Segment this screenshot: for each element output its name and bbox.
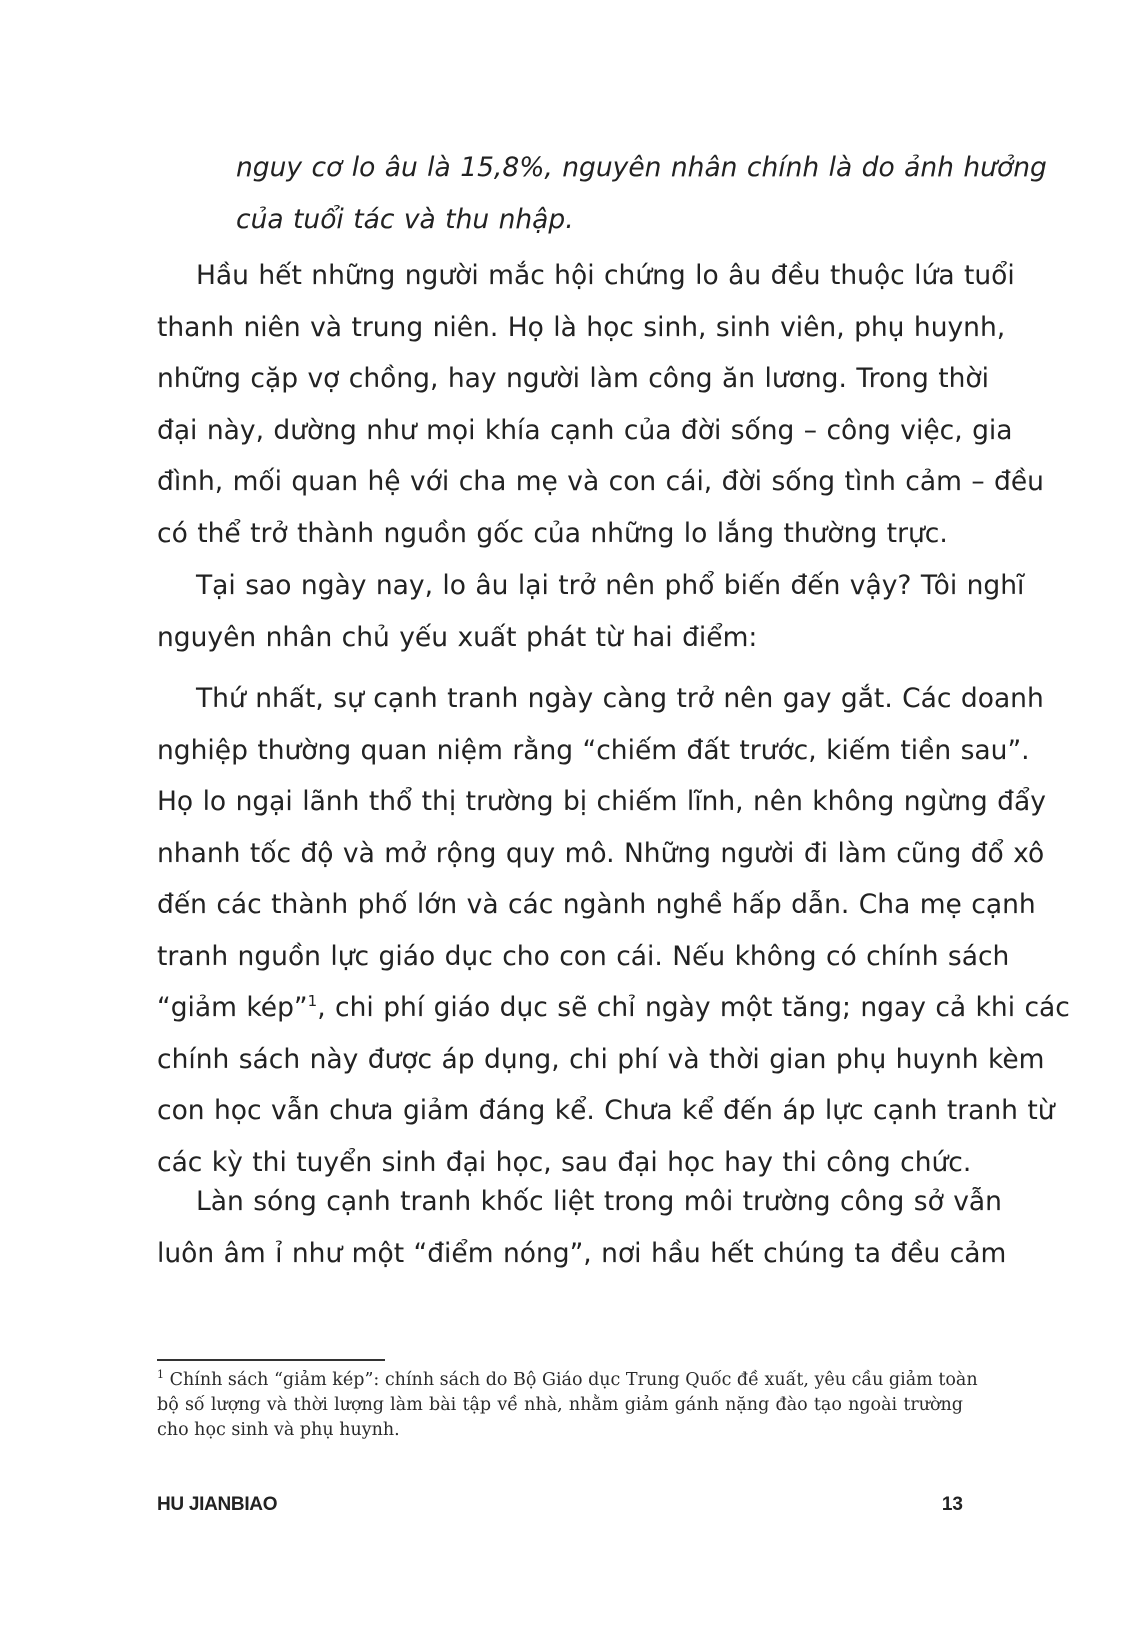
paragraph-line: Tại sao ngày nay, lo âu lại trở nên phổ biến đến vậy? Tôi nghĩ bbox=[196, 570, 1025, 601]
paragraph-line: nguyên nhân chủ yếu xuất phát từ hai điểm: bbox=[157, 621, 758, 653]
footnote-line: cho học sinh và phụ huynh. bbox=[157, 1420, 400, 1440]
paragraph-2 bbox=[157, 560, 1025, 663]
paragraph-line-rest: , chi phí giáo dục sẽ chỉ ngày một tăng; ngay cả khi các bbox=[317, 992, 1070, 1023]
paragraph-line: đại này, dường như mọi khía cạnh của đời sống – công việc, gia bbox=[157, 414, 1013, 446]
paragraph-line: những cặp vợ chồng, hay người làm công ăn lương. Trong thời bbox=[157, 363, 989, 394]
footnote-ref[interactable]: 1 bbox=[307, 992, 318, 1011]
paragraph-line: Thứ nhất, sự cạnh tranh ngày càng trở nên gay gắt. Các doanh bbox=[196, 683, 1044, 714]
footnote-line: bộ số lượng và thời lượng làm bài tập về nhà, nhằm giảm gánh nặng đào tạo ngoài trường bbox=[157, 1395, 963, 1415]
paragraph-line: các kỳ thi tuyển sinh đại học, sau đại học hay thi công chức. bbox=[157, 1146, 972, 1178]
paragraph-line: Hầu hết những người mắc hội chứng lo âu đều thuộc lứa tuổi bbox=[196, 260, 1015, 291]
footnote-divider bbox=[157, 1359, 385, 1361]
page-number: 13 bbox=[941, 1494, 963, 1515]
paragraph-line: tranh nguồn lực giáo dục cho con cái. Nếu không có chính sách bbox=[157, 940, 1010, 972]
footnote-text: Chính sách “giảm kép”: chính sách do Bộ Giáo dục Trung Quốc đề xuất, yêu cầu giảm toàn bbox=[164, 1370, 978, 1390]
paragraph-line: nhanh tốc độ và mở rộng quy mô. Những người đi làm cũng đổ xô bbox=[157, 837, 1045, 869]
footnote bbox=[157, 1368, 978, 1443]
quote-line: của tuổi tác và thu nhập. bbox=[236, 203, 574, 235]
quote-block bbox=[236, 142, 1047, 245]
paragraph-4 bbox=[157, 1176, 1007, 1279]
paragraph-line: đình, mối quan hệ với cha mẹ và con cái, đời sống tình cảm – đều bbox=[157, 466, 1044, 497]
footnote-mark: 1 bbox=[157, 1368, 164, 1382]
quote-line: nguy cơ lo âu là 15,8%, nguyên nhân chính là do ảnh hưởng bbox=[236, 152, 1047, 183]
paragraph-line: thanh niên và trung niên. Họ là học sinh, sinh viên, phụ huynh, bbox=[157, 311, 1006, 343]
footnote-line bbox=[157, 1368, 978, 1393]
paragraph-line-with-footnote-ref bbox=[157, 982, 1070, 1034]
footnote-term: “giảm kép” bbox=[157, 992, 308, 1023]
paragraph-line: có thể trở thành nguồn gốc của những lo lắng thường trực. bbox=[157, 517, 948, 549]
paragraph-line: Họ lo ngại lãnh thổ thị trường bị chiếm lĩnh, nên không ngừng đẩy bbox=[157, 786, 1046, 817]
paragraph-line: Làn sóng cạnh tranh khốc liệt trong môi trường công sở vẫn bbox=[196, 1186, 1002, 1217]
paragraph-line: con học vẫn chưa giảm đáng kể. Chưa kể đến áp lực cạnh tranh từ bbox=[157, 1095, 1055, 1126]
paragraph-line: luôn âm ỉ như một “điểm nóng”, nơi hầu hết chúng ta đều cảm bbox=[157, 1237, 1007, 1269]
paragraph-3 bbox=[157, 673, 1070, 1188]
paragraph-1 bbox=[157, 250, 1044, 559]
paragraph-line: nghiệp thường quan niệm rằng “chiếm đất trước, kiếm tiền sau”. bbox=[157, 734, 1030, 766]
paragraph-line: chính sách này được áp dụng, chi phí và thời gian phụ huynh kèm bbox=[157, 1043, 1045, 1075]
running-footer-author: HU JIANBIAO bbox=[157, 1494, 278, 1515]
paragraph-line: đến các thành phố lớn và các ngành nghề hấp dẫn. Cha mẹ cạnh bbox=[157, 889, 1036, 920]
